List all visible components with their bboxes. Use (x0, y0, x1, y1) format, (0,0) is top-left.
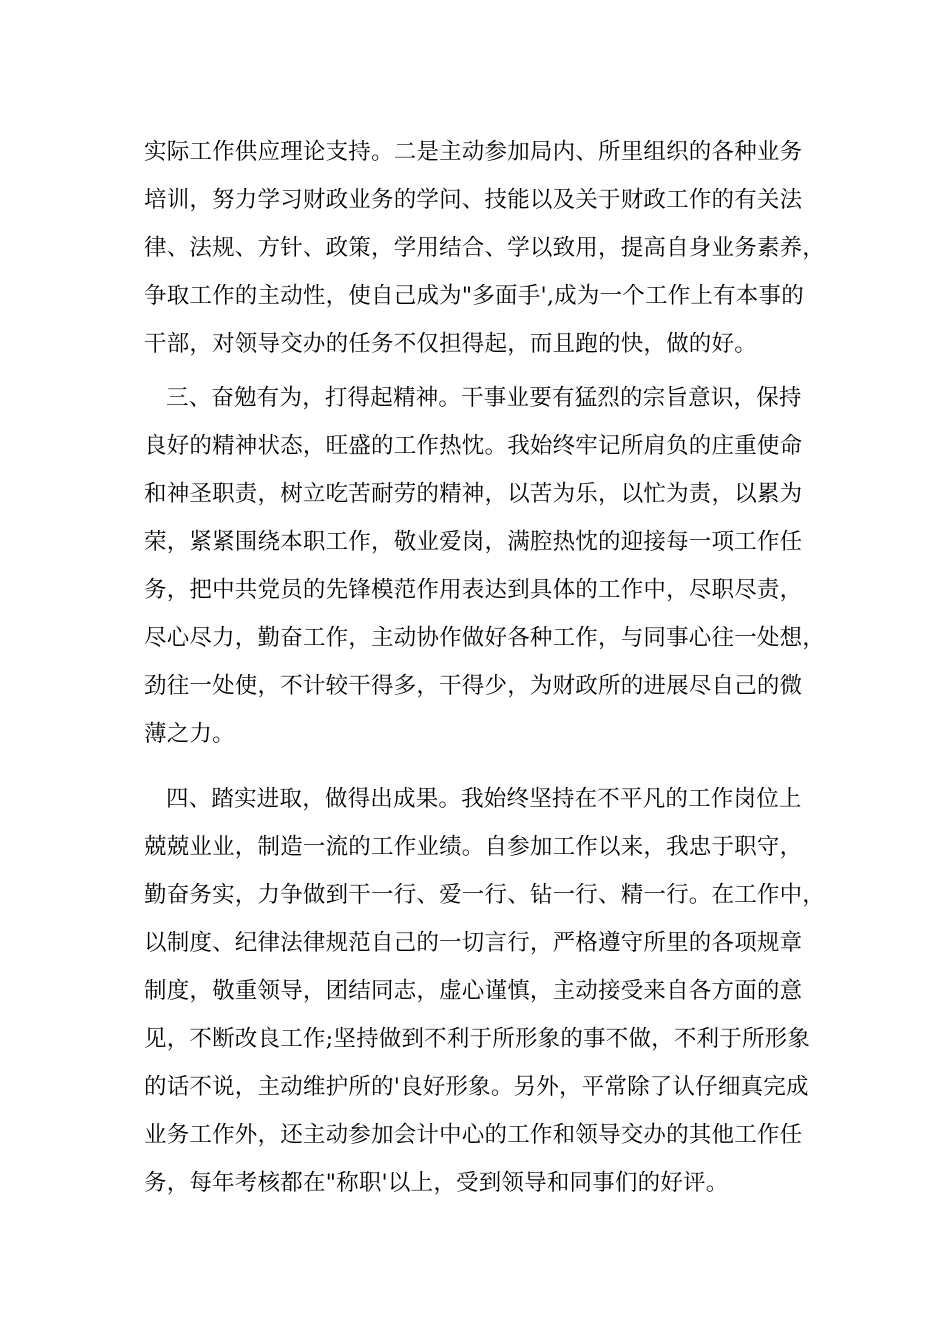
text-line: 制度，敬重领导，团结同志，虚心谨慎，主动接受来自各方面的意 (144, 978, 803, 1004)
text-line: 干部，对领导交办的任务不仅担得起，而且跑的快，做的好。 (144, 331, 757, 357)
text-line: 争取工作的主动性，使自己成为"多面手',成为一个工作上有本事的 (144, 283, 804, 309)
text-line: 律、法规、方针、政策，学用结合、学以致用，提高自身业务素养， (144, 235, 826, 261)
text-line: 务，把中共党员的先锋模范作用表达到具体的工作中，尽职尽责， (144, 577, 803, 603)
text-line: 以制度、纪律法律规范自己的一切言行，严格遵守所里的各项规章 (144, 930, 803, 956)
text-line: 良好的精神状态，旺盛的工作热忱。我始终牢记所肩负的庄重使命 (144, 433, 803, 459)
paragraph-heading-3: 三、奋勉有为，打得起精神。干事业要有猛烈的宗旨意识，保持 (166, 385, 802, 411)
text-line: 劲往一处使，不计较干得多，干得少，为财政所的进展尽自己的微 (144, 673, 803, 699)
text-line: 实际工作供应理论支持。二是主动参加局内、所里组织的各种业务 (144, 139, 803, 165)
text-line: 务，每年考核都在"称职'以上，受到领导和同事们的好评。 (144, 1170, 729, 1196)
paragraph-heading-4: 四、踏实进取，做得出成果。我始终坚持在不平凡的工作岗位上 (166, 786, 802, 812)
text-line: 和神圣职责，树立吃苦耐劳的精神，以苦为乐，以忙为责，以累为 (144, 481, 803, 507)
text-line: 的话不说，主动维护所的'良好形象。另外，平常除了认仔细真完成 (144, 1074, 809, 1100)
text-line: 薄之力。 (144, 721, 235, 747)
text-line: 勤奋务实，力争做到干一行、爱一行、钻一行、精一行。在工作中， (144, 882, 826, 908)
text-line: 荣，紧紧围绕本职工作，敬业爱岗，满腔热忱的迎接每一项工作任 (144, 529, 803, 555)
text-line: 兢兢业业，制造一流的工作业绩。自参加工作以来，我忠于职守， (144, 834, 803, 860)
text-line: 业务工作外，还主动参加会计中心的工作和领导交办的其他工作任 (144, 1122, 803, 1148)
text-line: 培训，努力学习财政业务的学问、技能以及关于财政工作的有关法 (144, 187, 803, 213)
text-line: 见，不断改良工作;坚持做到不利于所形象的事不做，不利于所形象 (144, 1026, 811, 1052)
text-line: 尽心尽力，勤奋工作，主动协作做好各种工作，与同事心往一处想， (144, 625, 826, 651)
